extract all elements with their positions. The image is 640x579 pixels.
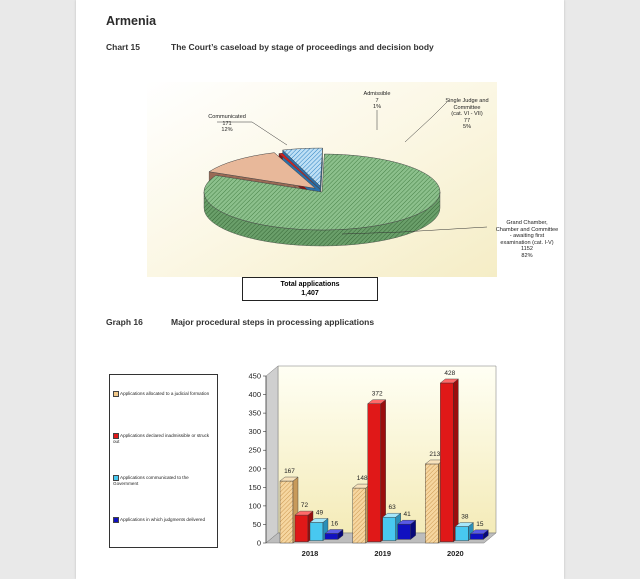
x-category-label: 2018 — [301, 549, 319, 558]
bar-value-label: 428 — [444, 369, 456, 377]
y-tick-label: 200 — [248, 464, 261, 474]
bar-allocated-2018 — [280, 481, 293, 543]
bar-value-label: 38 — [461, 513, 469, 521]
bar-value-label: 148 — [356, 475, 368, 483]
y-tick-label: 450 — [248, 371, 261, 381]
pie-label-admissible: Admissible 7 1% — [363, 91, 391, 111]
bar-inadmissible-2020 — [440, 383, 453, 542]
bar-judgments-2018 — [325, 533, 338, 539]
bar-judgments-2020 — [470, 534, 483, 540]
bar-value-label: 213 — [429, 450, 441, 458]
y-tick-label: 300 — [248, 427, 261, 437]
bar-value-label: 15 — [476, 520, 484, 528]
pie-chart — [147, 82, 559, 277]
bar-value-label: 372 — [371, 390, 383, 398]
chart-side-wall — [266, 366, 278, 543]
bar-inadmissible-2018 — [295, 515, 308, 542]
legend-swatch-judgments — [113, 517, 119, 523]
bar-value-label: 49 — [315, 509, 324, 517]
bar-allocated-2020 — [425, 464, 438, 543]
bar-communicated-2018 — [310, 522, 323, 540]
bar-chart-svg — [236, 362, 504, 562]
y-tick-label: 50 — [252, 519, 261, 529]
y-tick-label: 100 — [248, 501, 261, 511]
bar-inadmissible-2019 — [368, 404, 381, 542]
legend-item-allocated: Applications allocated to a judicial formation — [113, 391, 213, 397]
x-category-label: 2020 — [446, 549, 464, 558]
bar-legend — [109, 374, 218, 548]
pie-label-communicated: Communicated 171 12% — [208, 114, 246, 134]
legend-swatch-allocated — [113, 391, 119, 397]
y-tick-label: 250 — [248, 445, 261, 455]
legend-item-judgments: Applications in which judgments delivered — [113, 517, 213, 523]
bar-allocated-2019 — [353, 488, 366, 543]
bar-judgments-2019 — [398, 524, 411, 539]
y-tick-label: 400 — [248, 390, 261, 400]
bar-value-label: 167 — [284, 468, 295, 476]
total-label: Total applications — [280, 281, 340, 288]
bar-value-label: 41 — [403, 511, 411, 519]
bar-communicated-2019 — [383, 517, 396, 540]
legend-item-inadmissible: Applications declared inadmissible or struck out — [113, 433, 210, 445]
bar-side-inadmissible-2020 — [453, 379, 458, 542]
graph-16-title: Major procedural steps in processing applications — [171, 317, 375, 327]
graph-16-label: Graph 16 — [106, 317, 143, 327]
x-category-label: 2019 — [374, 549, 392, 558]
y-tick-label: 0 — [256, 538, 261, 548]
total-applications-box — [242, 277, 378, 301]
chart-15-label: Chart 15 — [106, 42, 141, 52]
country-heading: Armenia — [106, 14, 157, 28]
bar-value-label: 63 — [388, 504, 396, 512]
bar-value-label: 16 — [330, 520, 339, 528]
y-tick-label: 150 — [248, 482, 261, 492]
chart-15-title: The Court’s caseload by stage of proceedings and decision body — [171, 42, 434, 52]
y-tick-label: 350 — [248, 408, 261, 418]
legend-item-communicated: Applications communicated to the Government — [113, 475, 189, 487]
bar-value-label: 72 — [300, 502, 309, 510]
bar-communicated-2020 — [455, 526, 468, 540]
pie-label-grand: Grand Chamber, Chamber and Committee - awaiting first examination (cat. I-V) 1152 82% — [495, 220, 559, 259]
report-page — [76, 0, 564, 579]
chart-back-wall — [278, 366, 496, 533]
pie-label-single: Single Judge and Committee (cat. VI - VII) 77 5% — [445, 98, 489, 131]
total-value: 1,407 — [301, 290, 319, 297]
